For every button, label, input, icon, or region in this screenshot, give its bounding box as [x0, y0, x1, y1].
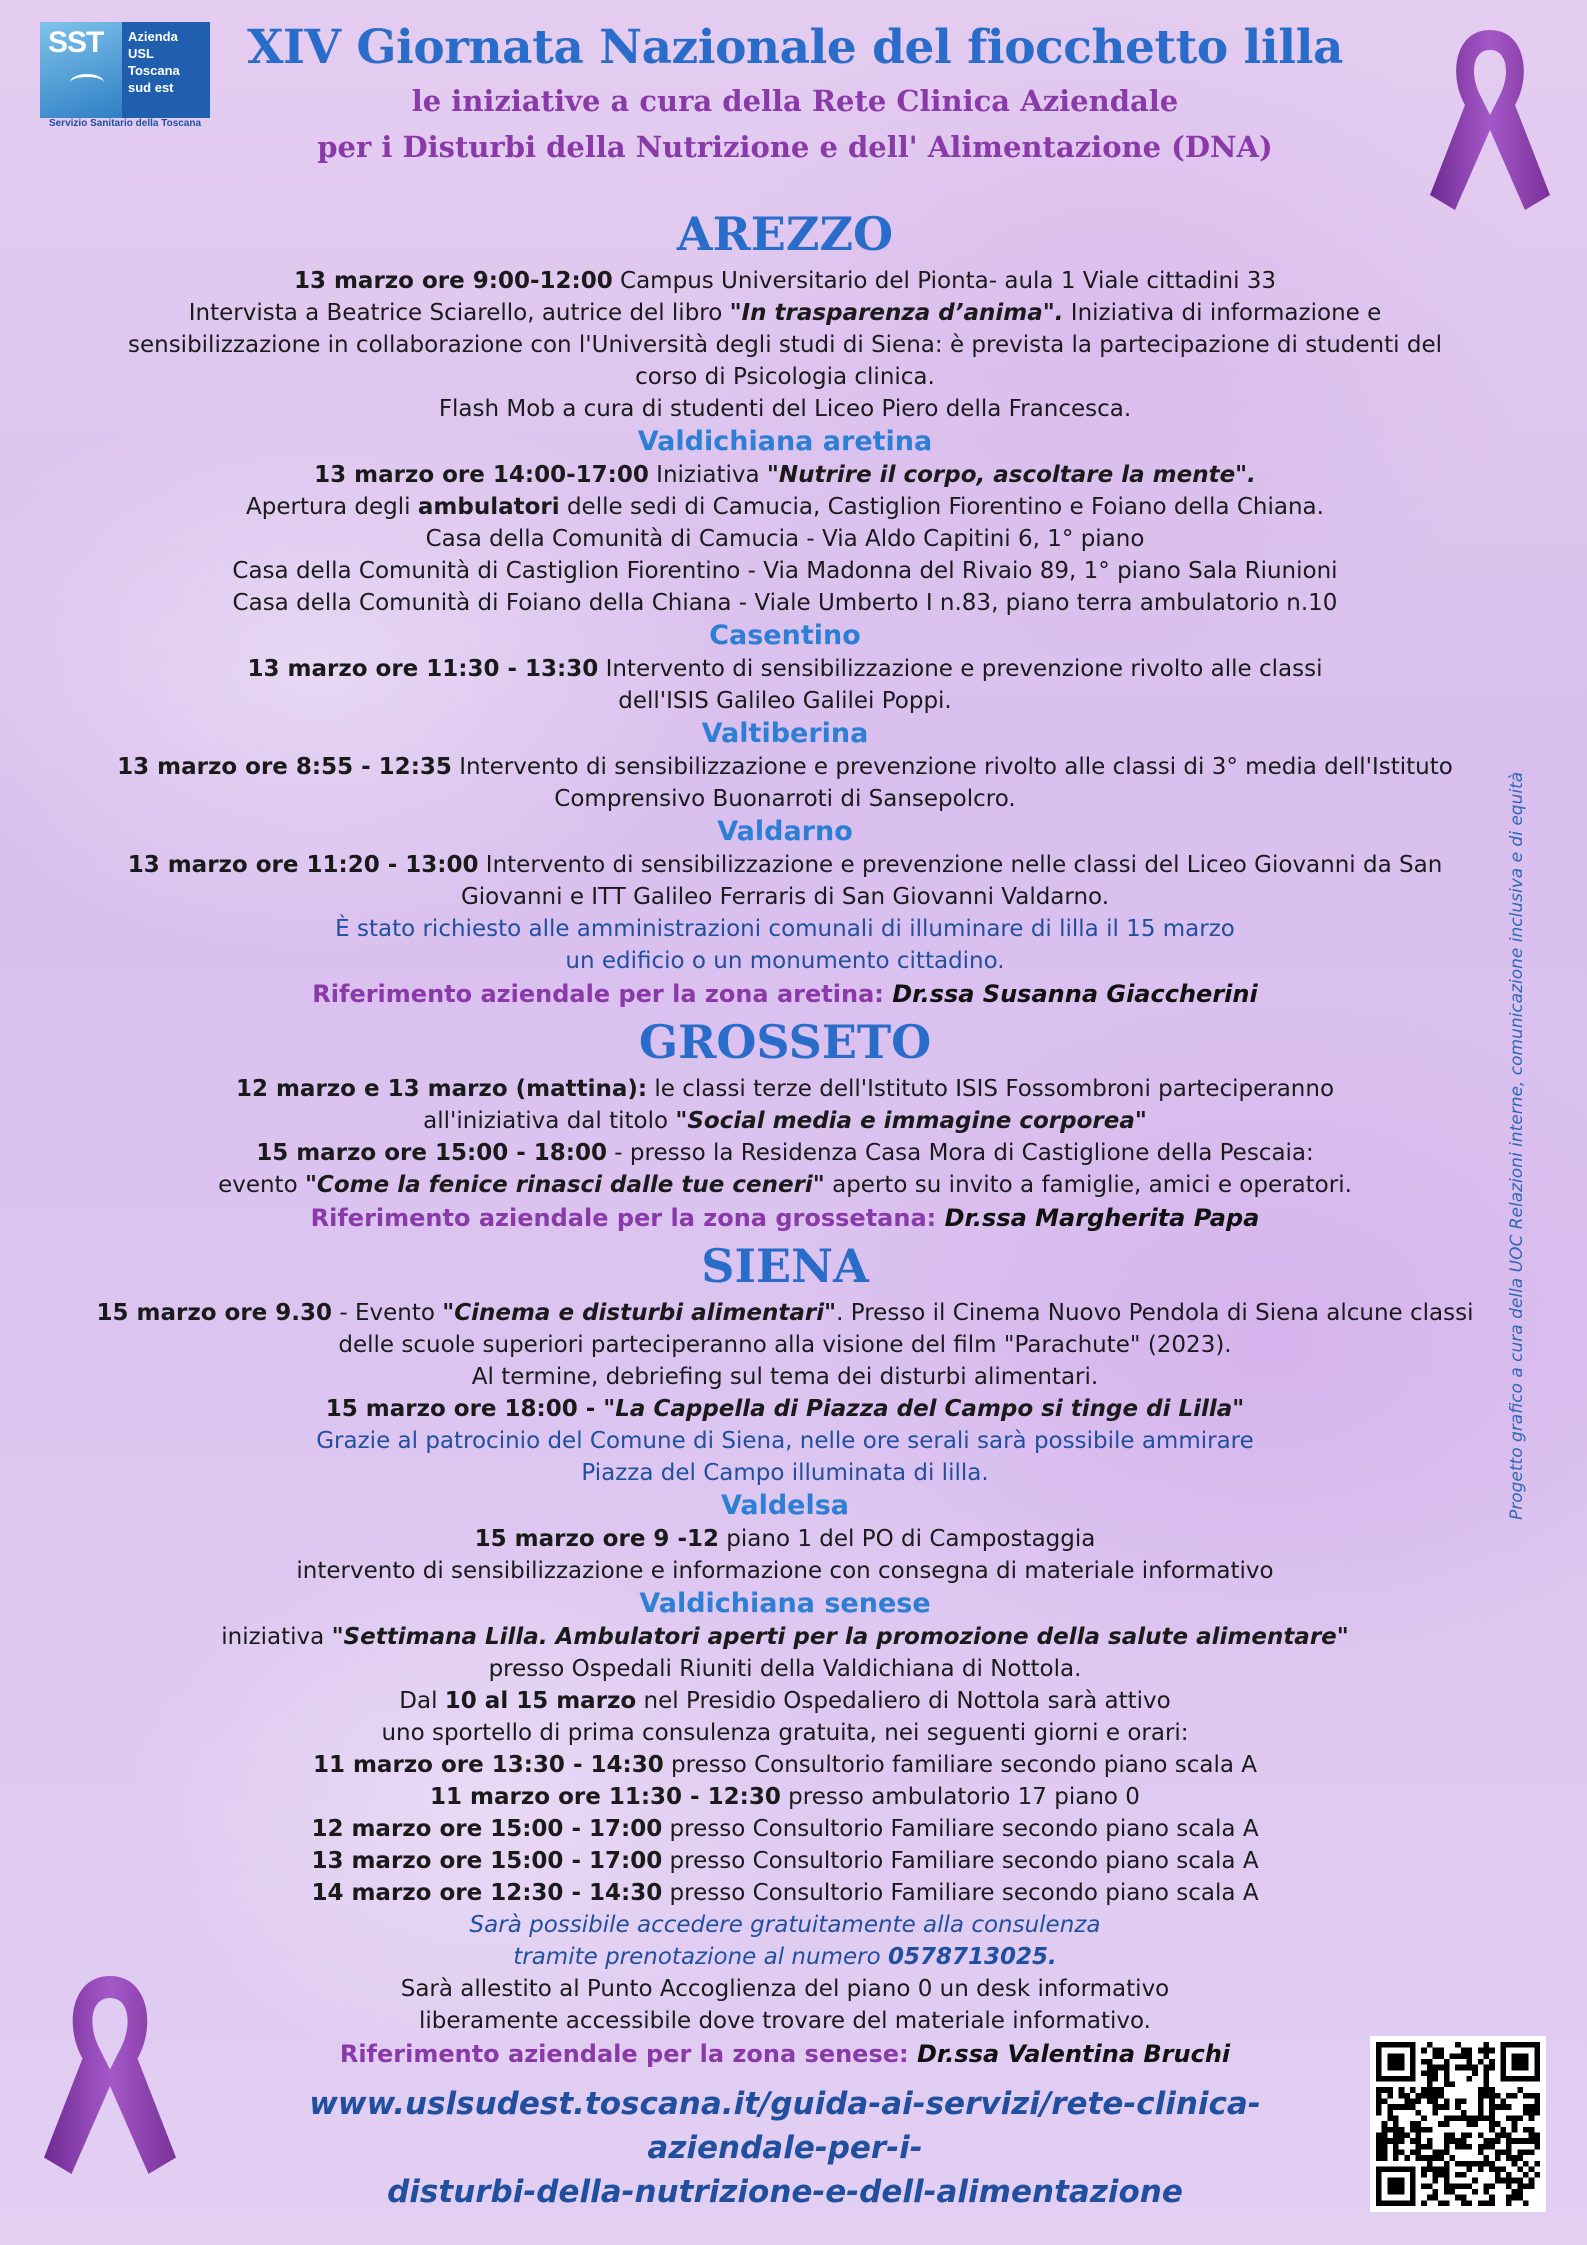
subsection-heading: Valtiberina [701, 718, 869, 749]
subsection-heading: Valdichiana senese [639, 1588, 931, 1619]
slot-place: presso Consultorio Familiare secondo piano scala A [662, 1880, 1259, 1906]
notice-text: Grazie al patrocinio del Comune di Siena, nelle ore serali sarà possibile ammirare [316, 1428, 1254, 1454]
logo-line: sud est [128, 80, 174, 95]
slot-time: 12 marzo ore 15:00 - 17:00 [311, 1816, 663, 1842]
logo-line: USL [128, 46, 154, 61]
event-text: Iniziativa [648, 462, 767, 488]
event-date: 13 marzo ore 11:30 - 13:30 [247, 656, 599, 682]
event-text: Casa della Comunità di Castiglion Fiorentino - Via Madonna del Rivaio 89, 1° piano Sala Riunioni [232, 558, 1338, 584]
event-text: Comprensivo Buonarroti di Sansepolcro. [554, 786, 1016, 812]
event-date: 15 marzo ore 15:00 - 18:00 [256, 1140, 607, 1166]
schedule-slot [55, 1877, 1515, 1909]
event-text: nel Presidio Ospedaliero di Nottola sarà attivo [636, 1688, 1171, 1714]
event-text: Intervento di sensibilizzazione e prevenzione nelle classi del Liceo Giovanni da San [478, 852, 1443, 878]
event-date: 10 al 15 marzo [444, 1688, 637, 1714]
phone-number: 0578713025. [887, 1944, 1057, 1970]
event-text: uno sportello di prima consulenza gratuita, nei seguenti giorni e orari: [381, 1720, 1189, 1746]
notice-text: un edificio o un monumento cittadino. [565, 948, 1005, 974]
page-subtitle: le iniziative a cura della Rete Clinica Aziendale [411, 84, 1179, 118]
event-text: corso di Psicologia clinica. [635, 364, 935, 390]
reference-name: Dr.ssa Susanna Giaccherini [892, 980, 1258, 1008]
lilac-ribbon-icon [1420, 20, 1560, 220]
schedule-slot [55, 1781, 1515, 1813]
reference-name: Dr.ssa Valentina Bruchi [916, 2040, 1231, 2068]
notice-text: tramite prenotazione al numero [513, 1944, 888, 1970]
event-title: "Cinema e disturbi alimentari" [442, 1300, 837, 1326]
subsection-heading: Valdelsa [720, 1490, 850, 1521]
event-text: aperto su invito a famiglie, amici e operatori. [824, 1172, 1352, 1198]
qr-code-icon [1370, 2036, 1546, 2212]
event-date: 13 marzo ore 9:00-12:00 [293, 268, 613, 294]
event-text: all'iniziativa dal titolo [423, 1108, 676, 1134]
event-text: delle scuole superiori parteciperanno alla visione del film "Parachute" (2023). [338, 1332, 1232, 1358]
reference-label: Riferimento aziendale per la zona grossetana: [310, 1204, 945, 1232]
event-text: Intervento di sensibilizzazione e prevenzione rivolto alle classi [598, 656, 1323, 682]
event-text: - presso la Residenza Casa Mora di Castiglione della Pescaia: [606, 1140, 1314, 1166]
event-title: "Nutrire il corpo, ascoltare la mente". [766, 462, 1256, 488]
event-date: 13 marzo ore 11:20 - 13:00 [127, 852, 479, 878]
reference-label: Riferimento aziendale per la zona senese: [339, 2040, 917, 2068]
event-date: 13 marzo ore 8:55 - 12:35 [117, 754, 452, 780]
event-text: Sarà allestito al Punto Accoglienza del piano 0 un desk informativo [400, 1976, 1170, 2002]
section-heading-grosseto: GROSSETO [638, 1015, 932, 1069]
event-text: Casa della Comunità di Foiano della Chiana - Viale Umberto I n.83, piano terra ambulatorio n.10 [232, 590, 1338, 616]
event-text: dell'ISIS Galileo Galilei Poppi. [618, 688, 952, 714]
contact-reference [55, 2037, 1515, 2071]
subsection-heading: Valdichiana aretina [637, 426, 933, 457]
contact-reference [55, 1201, 1515, 1235]
event-text: Apertura degli [246, 494, 418, 520]
main-content [55, 203, 1515, 2071]
event-text: intervento di sensibilizzazione e informazione con consegna di materiale informativo [296, 1558, 1274, 1584]
event-text: Dal [399, 1688, 445, 1714]
event-title: "Settimana Lilla. Ambulatori aperti per la promozione della salute alimentare" [331, 1624, 1349, 1650]
section-heading-arezzo: AREZZO [676, 207, 894, 261]
slot-time: 14 marzo ore 12:30 - 14:30 [311, 1880, 663, 1906]
notice-text: Sarà possibile accedere gratuitamente alla consulenza [469, 1912, 1101, 1938]
logo-line: Toscana [128, 63, 180, 78]
event-text: evento [218, 1172, 305, 1198]
logo-line: Azienda [128, 29, 178, 44]
reference-name: Dr.ssa Margherita Papa [944, 1204, 1260, 1232]
event-date: 12 marzo e 13 marzo (mattina): [235, 1076, 648, 1102]
slot-time: 13 marzo ore 15:00 - 17:00 [311, 1848, 663, 1874]
event-text: Casa della Comunità di Camucia - Via Aldo Capitini 6, 1° piano [425, 526, 1145, 552]
subsection-heading: Valdarno [717, 816, 853, 847]
section-heading-siena: SIENA [701, 1239, 869, 1293]
usl-logo [40, 22, 210, 130]
subsection-heading: Casentino [709, 620, 861, 651]
event-text: liberamente accessibile dove trovare del materiale informativo. [419, 2008, 1151, 2034]
book-title: "In trasparenza d’anima". [729, 300, 1064, 326]
slot-place: presso Consultorio Familiare secondo piano scala A [662, 1848, 1259, 1874]
event-text: iniziativa [221, 1624, 332, 1650]
slot-time: 11 marzo ore 11:30 - 12:30 [430, 1784, 781, 1810]
url-line[interactable]: www.uslsudest.toscana.it/guida-ai-servizi/rete-clinica-aziendale-per-i- [309, 2086, 1261, 2166]
event-date: 15 marzo ore 18:00 - [325, 1396, 604, 1422]
website-link[interactable] [220, 2082, 1350, 2214]
event-text: Intervista a Beatrice Sciarello, autrice del libro [188, 300, 730, 326]
event-text: Intervento di sensibilizzazione e prevenzione rivolto alle classi di 3° media dell'Istituto [451, 754, 1453, 780]
event-text: ambulatori [417, 494, 560, 520]
event-text: Campus Universitario del Pionta- aula 1 Viale cittadini 33 [612, 268, 1277, 294]
seagull-icon [70, 74, 104, 91]
slot-place: presso Consultorio Familiare secondo piano scala A [662, 1816, 1259, 1842]
event-text: Al termine, debriefing sul tema dei disturbi alimentari. [471, 1364, 1099, 1390]
contact-reference [55, 977, 1515, 1011]
side-credit: Progetto grafico a cura della UOC Relazioni interne, comunicazione inclusiva e di equità [1507, 771, 1527, 1520]
event-date: 15 marzo ore 9 -12 [474, 1526, 719, 1552]
schedule-slot [55, 1813, 1515, 1845]
reference-label: Riferimento aziendale per la zona aretina: [312, 980, 893, 1008]
event-text: - Evento [332, 1300, 443, 1326]
slot-time: 11 marzo ore 13:30 - 14:30 [312, 1752, 664, 1778]
event-text: sensibilizzazione in collaborazione con l'Università degli studi di Siena: è prevista la partecipazione di studenti del [127, 332, 1442, 358]
schedule-slot [55, 1845, 1515, 1877]
logo-mark: SST [48, 26, 104, 59]
slot-place: presso ambulatorio 17 piano 0 [780, 1784, 1140, 1810]
event-text: le classi terze dell'Istituto ISIS Fossombroni parteciperanno [647, 1076, 1335, 1102]
url-line[interactable]: disturbi-della-nutrizione-e-dell-alimentazione [387, 2174, 1183, 2210]
event-title: "La Cappella di Piazza del Campo si tinge di Lilla" [603, 1396, 1245, 1422]
notice-text: È stato richiesto alle amministrazioni comunali di illuminare di lilla il 15 marzo [335, 916, 1235, 942]
event-text: . Presso il Cinema Nuovo Pendola di Siena alcune classi [836, 1300, 1474, 1326]
event-text: piano 1 del PO di Campostaggia [719, 1526, 1096, 1552]
logo-caption: Servizio Sanitario della Toscana [48, 118, 202, 129]
schedule-slot [55, 1749, 1515, 1781]
event-title: "Social media e immagine corporea" [675, 1108, 1147, 1134]
event-date: 13 marzo ore 14:00-17:00 [314, 462, 649, 488]
page-title: XIV Giornata Nazionale del fiocchetto lilla [247, 20, 1343, 75]
page-subtitle: per i Disturbi della Nutrizione e dell' Alimentazione (DNA) [317, 130, 1273, 164]
event-text: Iniziativa di informazione e [1063, 300, 1382, 326]
event-text: presso Ospedali Riuniti della Valdichiana di Nottola. [488, 1656, 1082, 1682]
event-text: Flash Mob a cura di studenti del Liceo Piero della Francesca. [438, 396, 1132, 422]
notice-text: Piazza del Campo illuminata di lilla. [581, 1460, 989, 1486]
event-text: delle sedi di Camucia, Castiglion Fiorentino e Foiano della Chiana. [559, 494, 1324, 520]
event-date: 15 marzo ore 9.30 [96, 1300, 333, 1326]
slot-place: presso Consultorio familiare secondo piano scala A [663, 1752, 1258, 1778]
event-text: Giovanni e ITT Galileo Ferraris di San Giovanni Valdarno. [460, 884, 1110, 910]
event-title: "Come la fenice rinasci dalle tue ceneri" [304, 1172, 825, 1198]
